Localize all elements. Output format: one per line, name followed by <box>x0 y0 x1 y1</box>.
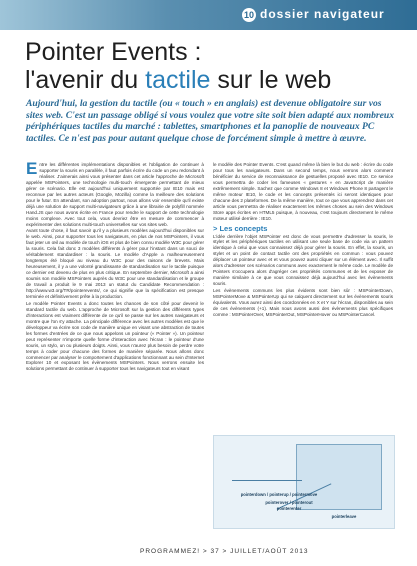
section-title: dossier navigateur <box>260 7 385 21</box>
figure-label: pointerover / pointerout <box>265 500 313 505</box>
paragraph: L'idée derrière l'objet MSPointer est donc de vous permettre d'adresser la souris, le stylet et les périphériques tactiles en utilisant une seule base de code via un pattern identique à celui que vous connaissez déjà pour gérer la souris. En effet, la souris, un stylet et un point de contact tactile ont des propriétés en commun : vous pouvez déplacer un pointeur avec et et vous pouvez aussi cliquer sur un élément avec. Il suffit alors d'adresser ces scénarios communs avec exactement le même code. Le modèle de Pointers s'occupera alors d'agréger ces propriétés communes et de les exposer de manière similaire à ce que vous connaissez déjà aujourd'hui avec les évènements souris. <box>213 233 393 287</box>
article-intro: Aujourd'hui, la gestion du tactile (ou « touch » en anglais) est devenue obligatoire sur vos sites web. C'est un passage obligé si vous voulez que votre site soit bien adapté aux nombreux périphériques tactiles du marché : tablettes, smartphones et la panoplie de nouveaux PC tactiles. Ce n'est pas pour autant quelque chose de forcément simple à mettre à œuvre. <box>26 98 395 144</box>
footer-text: PROGRAMMEZ! > 37 > JUILLET/AOÛT 2013 <box>140 548 309 555</box>
title-accent: tactile <box>145 66 211 94</box>
section-number-badge: 10 <box>243 10 254 20</box>
figure-label: pointerdown / pointerup / pointermove <box>240 492 318 497</box>
title-line-2 <box>25 66 405 94</box>
subheading: > Les concepts <box>213 223 268 233</box>
left-column <box>26 159 204 373</box>
page-footer <box>0 546 417 560</box>
paragraph: Le modèle Pointer Events a donc toutes les chances de son côté pour devenir le standard tactile du web. L'approche de Microsoft sur la gestion des différents types d'interactions est vraiment différente de ce qu'il se passe sur les autres navigateurs et montre que l'on s'y attache. La principale différence avec les autres modèles est que le développeur va écrire son code de manière unique en visant une abstraction de toutes les formes d'entrées de ce que nous appelons un pointeur (« Pointer »). Un pointeur peut représenter n'importe quelle forme d'interaction avec l'écran : le pointeur d'une souris, un stylo, un ou plusieurs doigts. Ainsi, vous n'aurez plus besoin de perdre votre temps à coder pour chacune des formes de manière séparée. Nous allons donc commencer par analyser le comportement d'applications fonctionnant au sein d'Internet Explorer 10 et exposant les évènements MSPointers. Nous verrons ensuite les solutions permettant de continuer à supporter tous les navigateurs tout en visant <box>26 300 204 372</box>
pointer-events-diagram <box>213 435 395 529</box>
figure-label: pointerenter <box>276 506 302 511</box>
section-header-bar <box>0 0 417 30</box>
pointer-path-line <box>232 480 302 481</box>
right-column <box>213 162 393 319</box>
title-prefix: l'avenir du <box>25 66 146 94</box>
paragraph: Avant toute chose, il faut savoir qu'il y a plusieurs modèles aujourd'hui disponibles sur le web. Ainsi, pour supporter tous les navigateurs, en plus de nos MSPointers, il vous faut jeter un œil au modèle de touch iOS et plus de bien connu modèle W3C pour gérer la souris. Cela fait donc 3 modèles différents à gérer pour l'instant dans un souci de véritablement standardiser : la souris. Le modèle d'Apple a malheureusement longtemps été bloqué au niveau du W3C pour des raisons de brevets. Mais heureusement, il y a une volonté grandissante de standardisation sur le tactile puisque ce dernier est devenu de plus en plus critique. En septembre dernier, Microsoft a ainsi soumis son modèle MSPointers auprès du W3C pour une standardisation et le groupe de travail a produit le 9 mai 2013 un statut du Candidate Recommendation : http://www.w3.org/TR/pointerevents/, ce qui signifie que la spécification est presque terminée et définitivement prête à la production. <box>26 228 204 299</box>
paragraph-text: ntre les différentes implémentations disponibles et l'obligation de continuer à supporter la souris en parallèle, il faut parfois écrire du code un peu redondant à réaliser. J'aimerais ainsi vous présenter dans cet article l'approche de Microsoft appelée MSPointers, une technologie multi-touch émergente permettant de mieux gérer ce scénario. Elle est aujourd'hui uniquement supportée par IE10 mais est reconnue par les autres acteurs (Google, Mozilla) comme la meilleure des solutions pour le futur. En attendant, son adoption partout, nous allons voir ensemble qu'il existe déjà une solution de support multi-navigateurs grâce à une librairie de polyfill nommée Hand.JS que nous avons écrite en France pour rendre le support de cette technologie moins complexe. Avec tout cela, vous devriez être en mesure de commencer à expérimenter des solutions multi-touch universelles sur vos sites web. <box>26 162 204 227</box>
title-suffix: sur le web <box>210 66 332 94</box>
paragraph: Les évènements communs les plus évidents sont bien sûr : MSPointerDown, MSPointerMove & MSPointerUp qui se calquent directement sur les évènements souris équivalents. Vous aurez ainsi des coordonnées en X et Y sur l'écran, disponibles au sein de ces évènements (+1). Mais nous avons aussi des évènements plus spécifiques comme : MSPointerOver, MSPointerOut, MSPointerHover ou MSPointerCancel. <box>213 288 393 317</box>
title-line-1: Pointer Events : <box>25 38 202 66</box>
paragraph <box>26 159 204 227</box>
figure-label: pointerleave <box>331 514 357 519</box>
paragraph: le modèle des Pointer Events. C'est quand même là bien le but du web : écrire du code pour tous les navigateurs. Dans un second temps, nous verrons alors comment bénéficier du service de reconnaissance de gestuelles proposé avec IE10. Ce service vous permettra de coder les fameuses « gestures » en JavaScript de manière extrêmement simple. Sachez que comme Windows 8 et Windows Phone 8 partagent le même moteur IE10, le code et les concepts présentés ici seront identiques pour chacune des 2 plateformes. De la même manière, tout ce que vous apprendrez dans cet article vous permettra de réaliser exactement les mêmes choses au sein des Windows Store apps écrites en HTML5 puisque, à nouveau, c'est toujours directement le même moteur utilisé derrière : IE10. <box>213 162 393 221</box>
article-title <box>25 38 405 94</box>
drop-cap: E <box>26 159 38 178</box>
